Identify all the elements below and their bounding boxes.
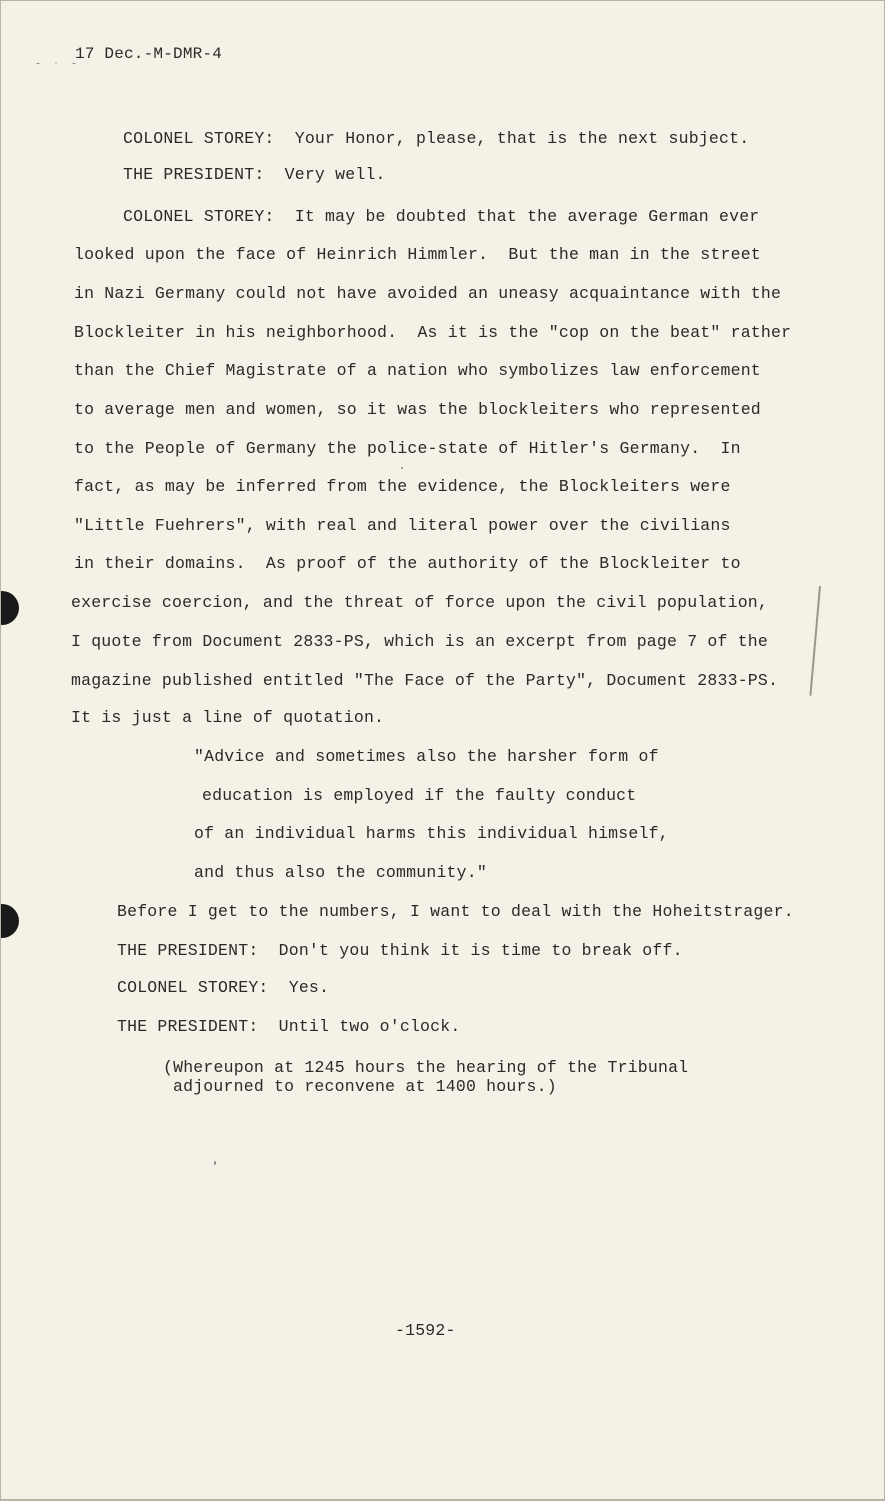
text-line: to average men and women, so it was the blockleiters who represented (74, 400, 761, 419)
text-line: looked upon the face of Heinrich Himmler. But the man in the street (74, 245, 761, 264)
paper-speck (214, 1161, 216, 1165)
text-line: to the People of Germany the police-state of Hitler's Germany. In (74, 439, 741, 458)
document-page (1, 1, 884, 1499)
text-line: THE PRESIDENT: Until two o'clock. (117, 1017, 461, 1036)
text-line: COLONEL STOREY: It may be doubted that the average German ever (123, 207, 760, 226)
margin-tick-marks: ˘ ˙ ˘ (35, 63, 81, 74)
margin-pencil-mark (809, 586, 821, 696)
text-line: exercise coercion, and the threat of force upon the civil population, (71, 593, 769, 612)
text-line: in Nazi Germany could not have avoided an uneasy acquaintance with the (74, 284, 782, 303)
quotation-line: "Advice and sometimes also the harsher form of (194, 747, 659, 766)
binder-hole (1, 904, 19, 938)
quotation-line: education is employed if the faulty conduct (202, 786, 637, 805)
stage-direction-line: (Whereupon at 1245 hours the hearing of the Tribunal (163, 1058, 689, 1077)
text-line: Blockleiter in his neighborhood. As it is the "cop on the beat" rather (74, 323, 792, 342)
text-line: It is just a line of quotation. (71, 708, 385, 727)
binder-hole (1, 591, 19, 625)
page-number: -1592- (395, 1321, 456, 1340)
quotation-line: of an individual harms this individual himself, (194, 824, 669, 843)
quotation-line: and thus also the community." (194, 863, 487, 882)
text-line: I quote from Document 2833-PS, which is an excerpt from page 7 of the (71, 632, 769, 651)
text-line: "Little Fuehrers", with real and literal power over the civilians (74, 516, 731, 535)
paper-speck (401, 467, 403, 469)
page-header-reference: 17 Dec.-M-DMR-4 (75, 45, 223, 63)
text-line: COLONEL STOREY: Your Honor, please, that is the next subject. (123, 129, 750, 148)
text-line: in their domains. As proof of the authority of the Blockleiter to (74, 554, 741, 573)
stage-direction-line: adjourned to reconvene at 1400 hours.) (173, 1077, 557, 1096)
text-line: THE PRESIDENT: Very well. (123, 165, 386, 184)
text-line: fact, as may be inferred from the evidence, the Blockleiters were (74, 477, 731, 496)
text-line: than the Chief Magistrate of a nation who symbolizes law enforcement (74, 361, 761, 380)
text-line: Before I get to the numbers, I want to deal with the Hoheitstrager. (117, 902, 794, 921)
text-line: THE PRESIDENT: Don't you think it is time to break off. (117, 941, 683, 960)
text-line: magazine published entitled "The Face of the Party", Document 2833-PS. (71, 671, 779, 690)
text-line: COLONEL STOREY: Yes. (117, 978, 330, 997)
